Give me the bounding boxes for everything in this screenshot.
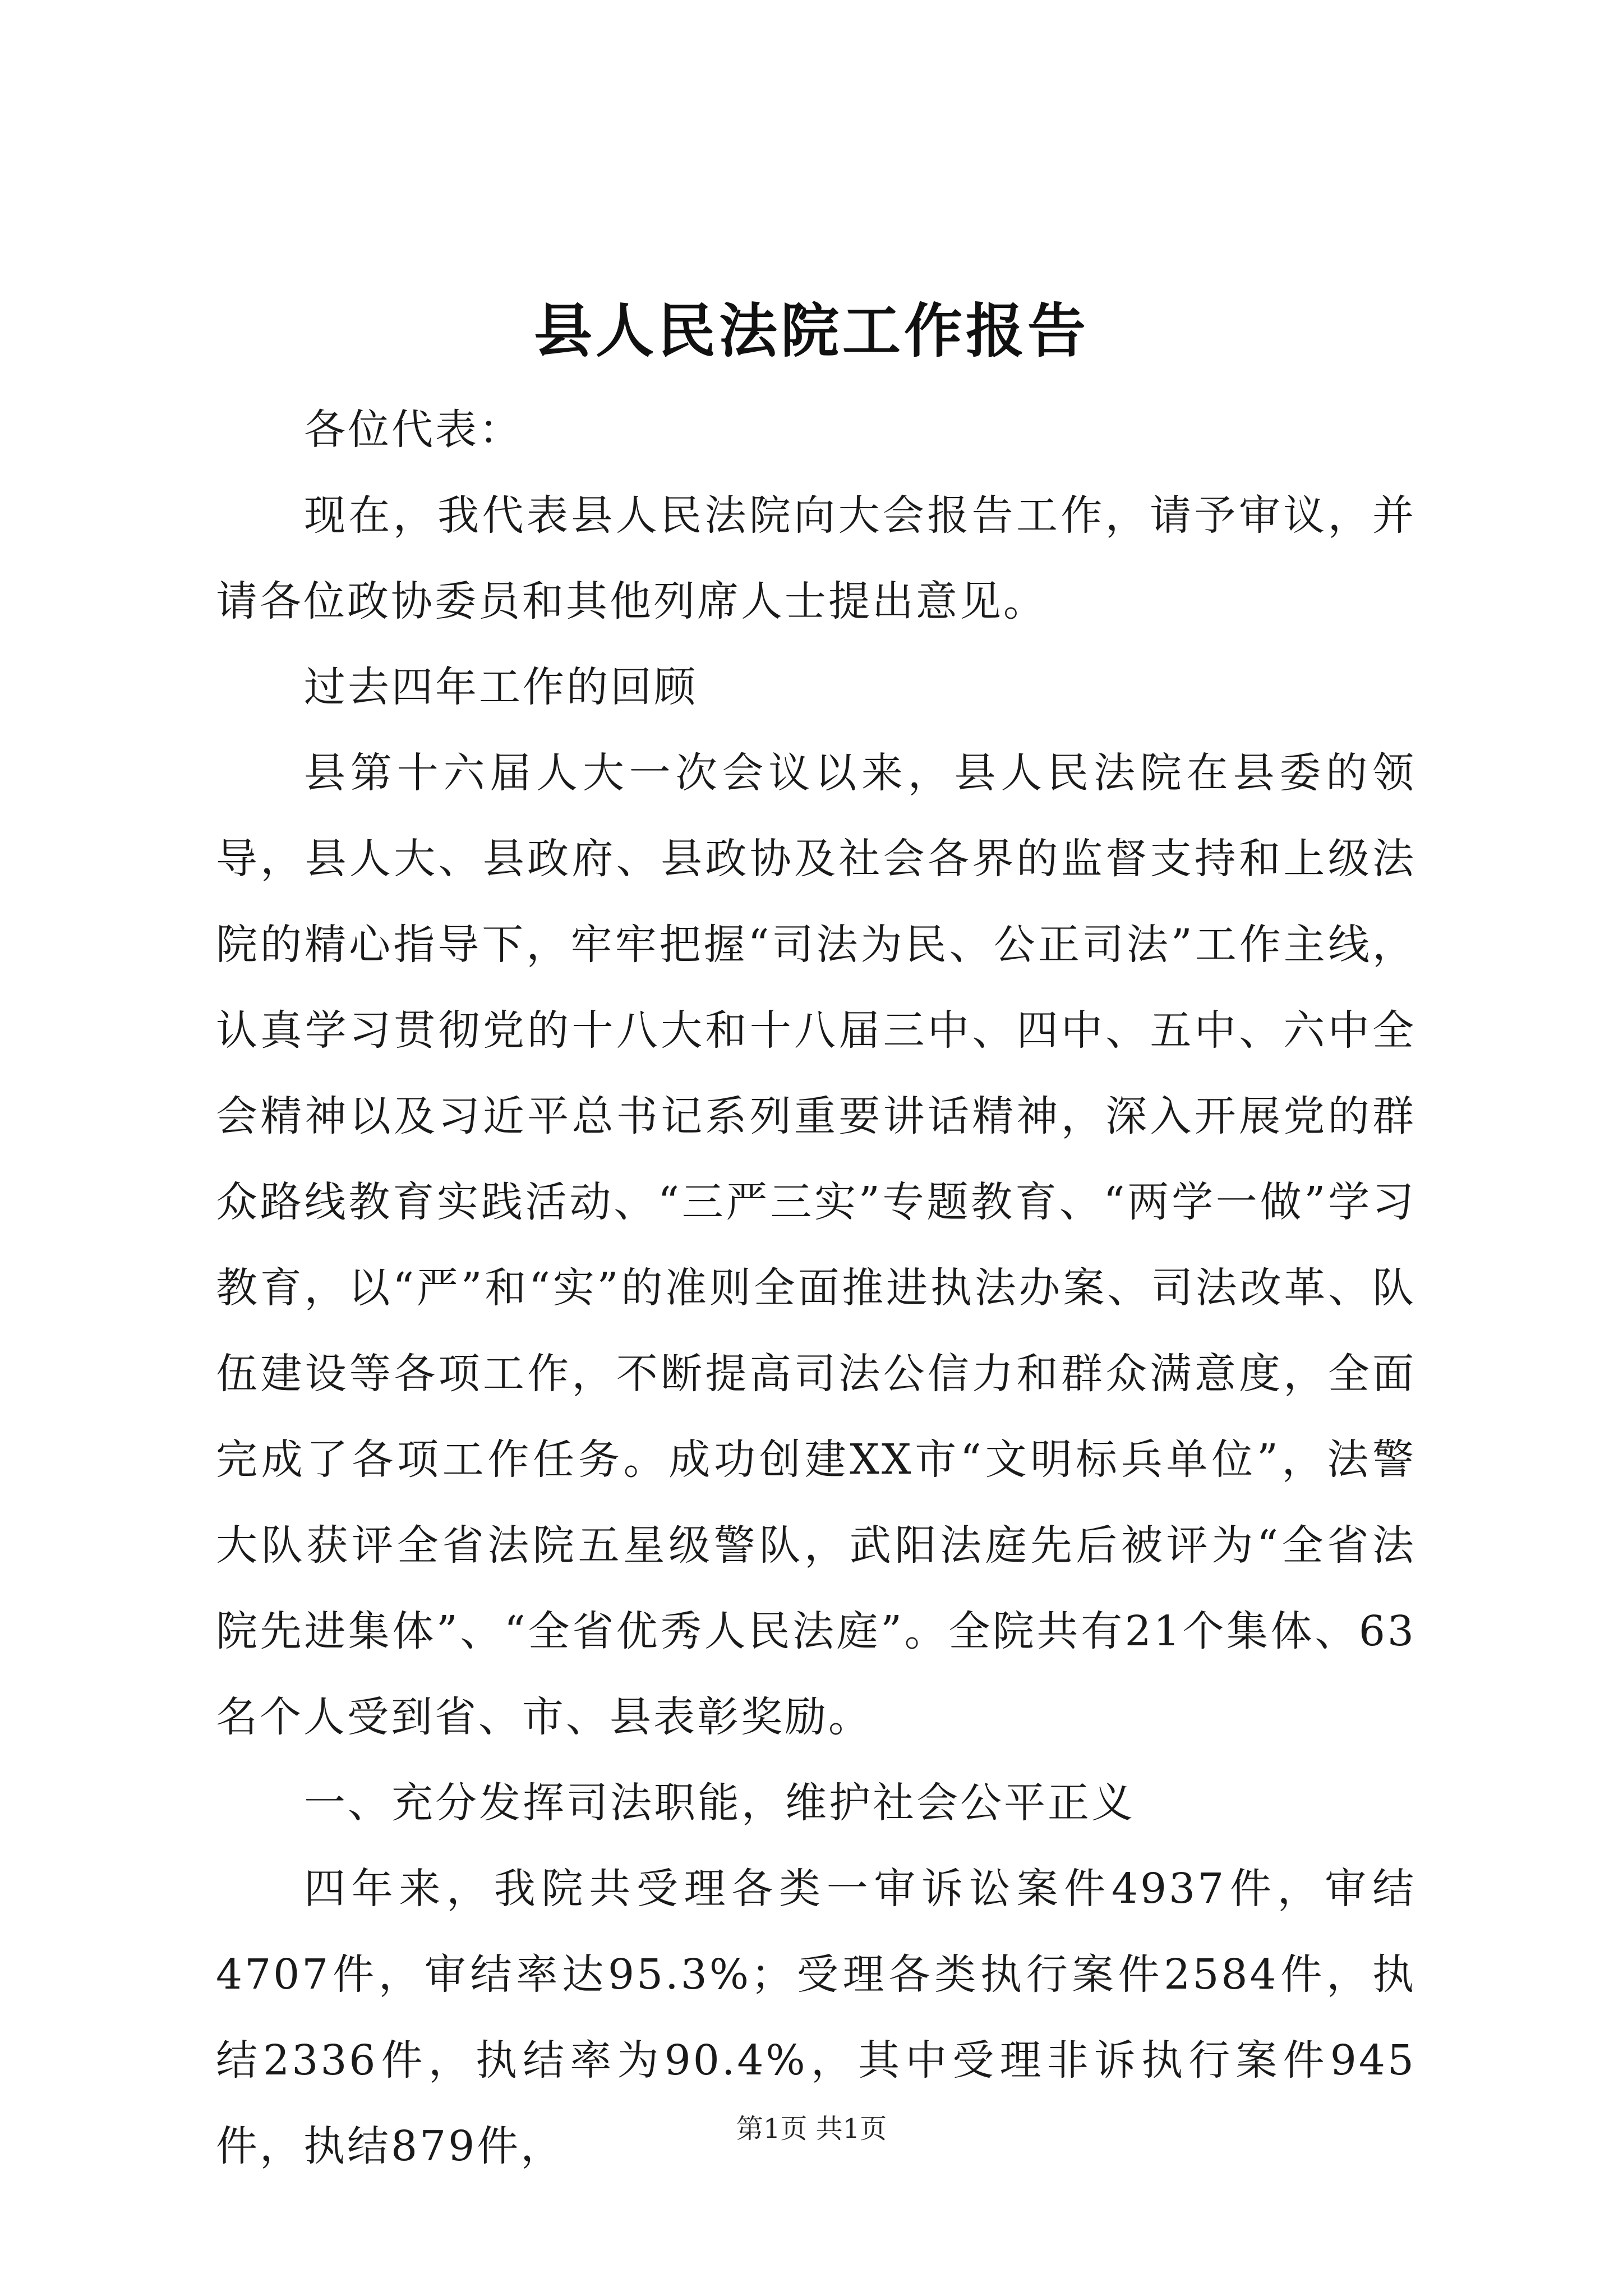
- statistics-paragraph: 四年来，我院共受理各类一审诉讼案件4937件，审结4707件，审结率达95.3%；受理各类执行案件2584件，执结2336件，执结率为90.4%，其中受理非诉执行案件945件，执结879件，: [216, 1865, 1416, 2170]
- salutation-paragraph: 各位代表：: [304, 406, 523, 454]
- document-body: [216, 387, 1416, 2189]
- review-paragraph: 县第十六届人大一次会议以来，县人民法院在县委的领导，县人大、县政府、县政协及社会各界的监督支持和上级法院的精心指导下，牢牢把握“司法为民、公正司法”工作主线，认真学习贯彻党的十八大和十八届三中、四中、五中、六中全会精神以及习近平总书记系列重要讲话精神，深入开展党的群众路线教育实践活动、“三严三实”专题教育、“两学一做”学习教育，以“严”和“实”的准则全面推进执法办案、司法改革、队伍建设等各项工作，不断提高司法公信力和群众满意度，全面完成了各项工作任务。成功创建XX市“文明标兵单位”，法警大队获评全省法院五星级警队，武阳法庭先后被评为“全省法院先进集体”、“全省优秀人民法庭”。全院共有21个集体、63名个人受到省、市、县表彰奖励。: [216, 749, 1416, 1741]
- section-heading-one: 一、充分发挥司法职能，维护社会公平正义: [304, 1779, 1135, 1827]
- document-title: 县人民法院工作报告: [533, 296, 1089, 365]
- opening-paragraph: 现在，我代表县人民法院向大会报告工作，请予审议，并请各位政协委员和其他列席人士提出意见。: [216, 491, 1416, 625]
- section-heading-review: 过去四年工作的回顾: [304, 663, 698, 711]
- page-footer: 第1页 共1页: [736, 2113, 887, 2145]
